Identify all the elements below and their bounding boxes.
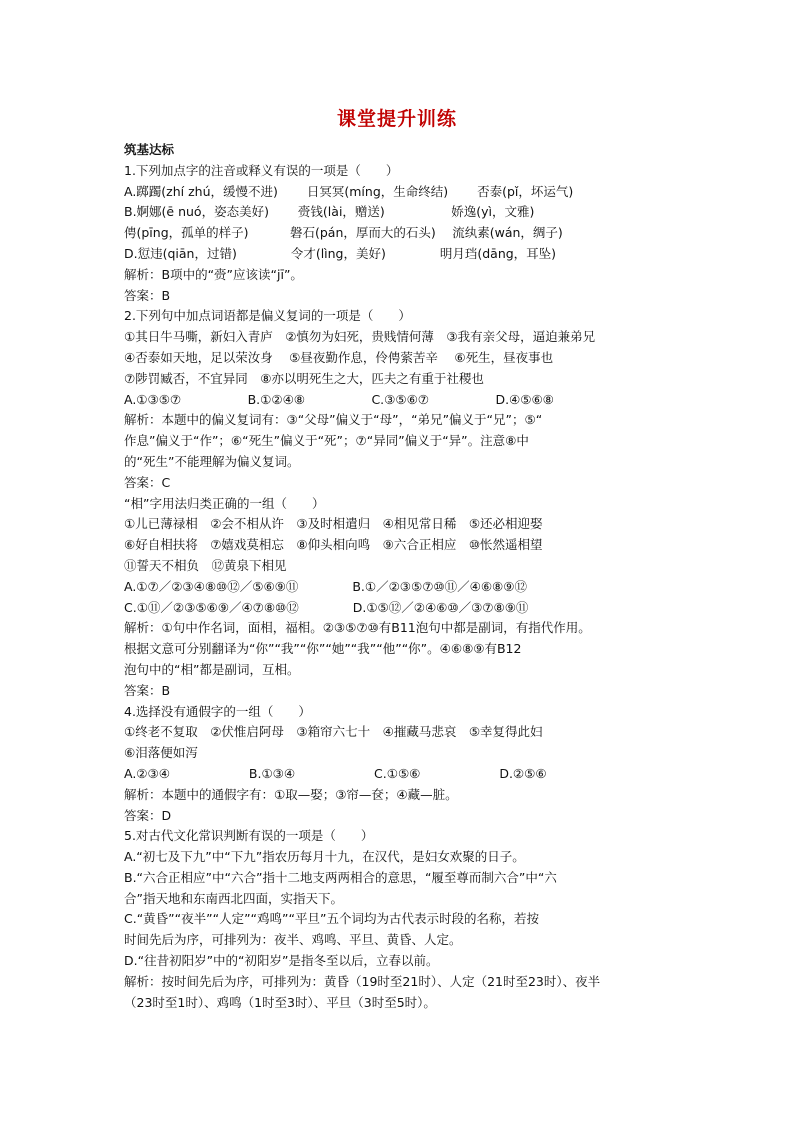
- text-line: C.①⑪／②③⑤⑥⑨／④⑦⑧⑩⑫ D.①⑤⑫／②④⑥⑩／③⑦⑧⑨⑪: [124, 599, 529, 615]
- text-line: ④否泰如天地，足以荣汝身 ⑤昼夜勤作息，伶俜萦苦辛 ⑥死生，昼夜事也: [124, 349, 554, 365]
- section-heading: 筑基达标: [124, 142, 175, 157]
- text-line: 时间先后为序，可排列为：夜半、鸡鸣、平旦、黄昏、人定。: [124, 932, 462, 948]
- text-line: A.“初七及下九”中“下九”指农历每月十九，在汉代，是妇女欢聚的日子。: [124, 849, 525, 865]
- text-line: 根据文意可分别翻译为“你”“我”“你”“她”“我”“他”“你”。④⑥⑧⑨有B12: [124, 641, 522, 657]
- exercise-content: [124, 140, 684, 1013]
- page-title: 课堂提升训练: [336, 108, 457, 130]
- text-line: 解析：①句中作名词，面相，福相。②③⑤⑦⑩有B11泡句中都是副词，有指代作用。: [124, 620, 591, 636]
- text-line: ⑦陟罚臧否，不宜异同 ⑧亦以明死生之大，匹夫之有重于社稷也: [124, 370, 484, 386]
- text-line: 1.下列加点字的注音或释义有误的一项是（ ）: [124, 162, 399, 178]
- text-line: ⑥泪落便如泻: [124, 745, 198, 761]
- text-line: 解析：按时间先后为序，可排列为：黄昏（19时至21时）、人定（21时至23时）、夜半: [124, 973, 601, 989]
- text-line: B.婀娜(ē nuó，姿态美好) 赍钱(lài，赠送) 娇逸(yì，文雅): [124, 204, 535, 220]
- text-line: A.②③④ B.①③④ C.①⑤⑥ D.②⑤⑥: [124, 765, 547, 781]
- text-line: ①儿已薄禄相 ②会不相从许 ③及时相遣归 ④相见常日稀 ⑤还必相迎娶: [124, 516, 543, 532]
- exercise-lines: [124, 161, 684, 1014]
- text-line: 解析：本题中的偏义复词有：③“父母”偏义于“母”，“弟兄”偏义于“兄”；⑤“: [124, 412, 543, 428]
- text-line: D.愆违(qiān，过错) 令才(lìng，美好) 明月珰(dāng，耳坠): [124, 245, 557, 261]
- text-line: ⑥好自相扶将 ⑦嬉戏莫相忘 ⑧仰头相向鸣 ⑨六合正相应 ⑩怅然遥相望: [124, 537, 543, 553]
- text-line: 解析：本题中的通假字有：①取—娶；③帘—奁；④藏—脏。: [124, 786, 458, 802]
- text-line: 泡句中的“相”都是副词，互相。: [124, 661, 300, 677]
- text-line: C.“黄昏”“夜半”“人定”“鸡鸣”“平旦”五个词均为古代表示时段的名称，若按: [124, 911, 539, 927]
- text-line: 5.对古代文化常识判断有误的一项是（ ）: [124, 828, 374, 844]
- text-line: ①终老不复取 ②伏惟启阿母 ③箱帘六七十 ④摧藏马悲哀 ⑤幸复得此妇: [124, 724, 543, 740]
- text-line: 解析：B项中的“赍”应该读“jī”。: [124, 266, 303, 282]
- text-line: A.①③⑤⑦ B.①②④⑧ C.③⑤⑥⑦ D.④⑤⑥⑧: [124, 391, 554, 407]
- text-line: 的“死生”不能理解为偏义复词。: [124, 453, 300, 469]
- text-line: “相”字用法归类正确的一组（ ）: [124, 495, 325, 511]
- text-line: 2.下列句中加点词语都是偏义复词的一项是（ ）: [124, 308, 411, 324]
- text-line: ⑪誓天不相负 ⑫黄泉下相见: [124, 557, 287, 573]
- text-line: B.“六合正相应”中“六合”指十二地支两两相合的意思，“履至尊而制六合”中“六: [124, 869, 557, 885]
- text-line: 答案：D: [124, 807, 172, 823]
- text-line: 作息”偏义于“作”；⑥“死生”偏义于“死”；⑦“异同”偏义于“异”。注意⑧中: [124, 433, 529, 449]
- text-line: 俜(pīng，孤单的样子) 磐石(pán，厚而大的石头) 流纨素(wán，绸子): [124, 225, 563, 241]
- text-line: 答案：B: [124, 287, 171, 303]
- text-line: ①其日牛马嘶，新妇入青庐 ②慎勿为妇死，贵贱情何薄 ③我有亲父母，逼迫兼弟兄: [124, 329, 596, 345]
- text-line: A.①⑦／②③④⑧⑩⑫／⑤⑥⑨⑪ B.①／②③⑤⑦⑩⑪／④⑥⑧⑨⑫: [124, 578, 527, 594]
- text-line: A.踯躅(zhí zhú，缓慢不进) 日冥冥(míng，生命终结) 否泰(pǐ，坏运气): [124, 183, 574, 199]
- text-line: 合”指天地和东南西北四面，实指天下。: [124, 890, 343, 906]
- text-line: （23时至1时）、鸡鸣（1时至3时）、平旦（3时至5时）。: [124, 994, 436, 1010]
- text-line: 答案：B: [124, 682, 171, 698]
- text-line: 答案：C: [124, 474, 171, 490]
- text-line: D.“往昔初阳岁”中的“初阳岁”是指冬至以后，立春以前。: [124, 953, 439, 969]
- text-line: 4.选择没有通假字的一组（ ）: [124, 703, 311, 719]
